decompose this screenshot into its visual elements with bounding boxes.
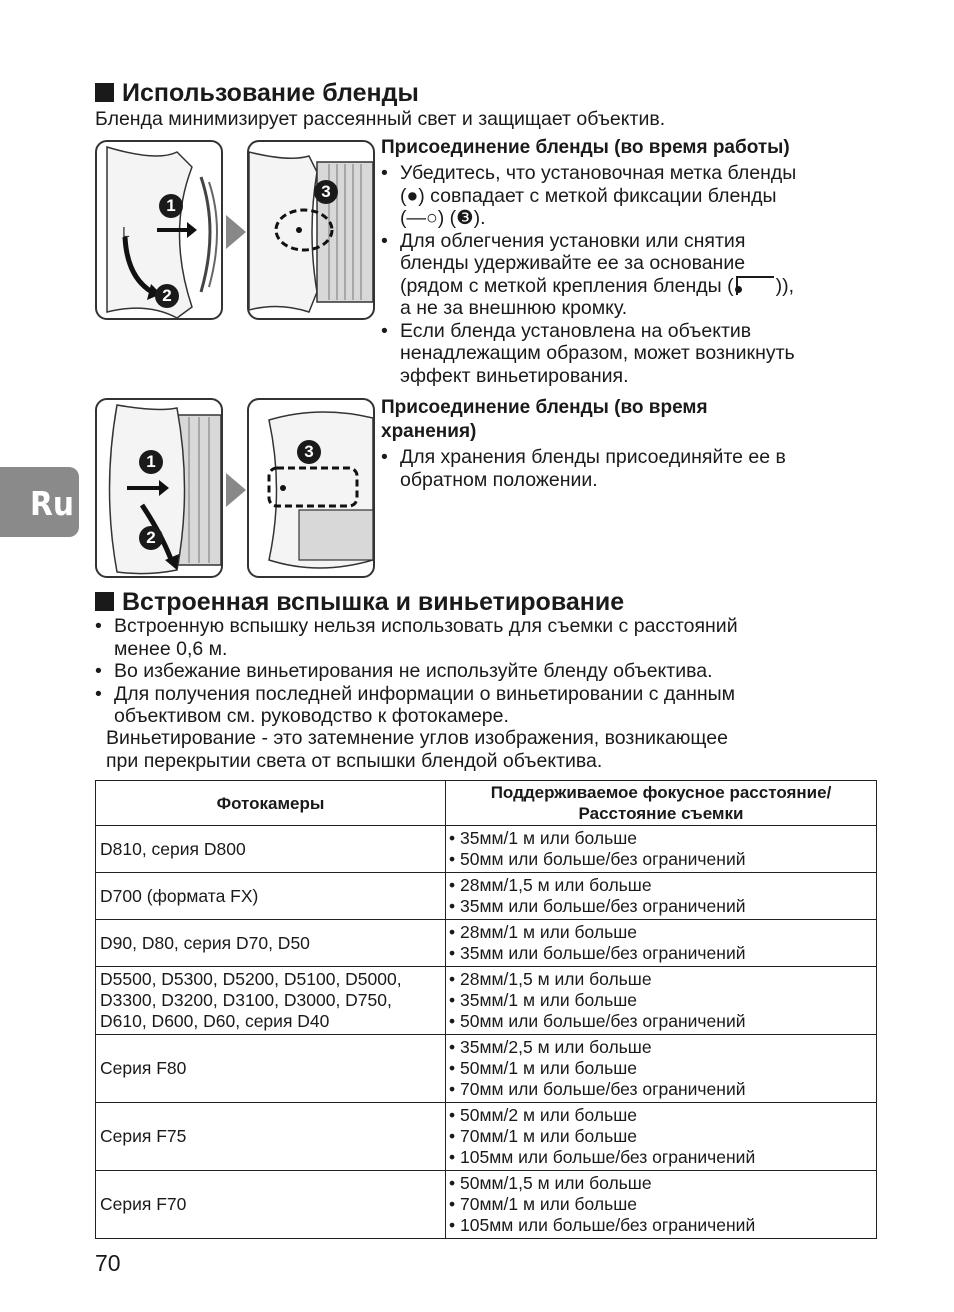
list-item: • Для облегчения установки или снятия бленды удерживайте ее за основание (рядом с меткой крепления бленды ( )), а не за внешнюю кромку. [381,230,881,320]
language-tab: Ru [0,467,79,537]
camera-cell [96,920,446,967]
callout-2-icon: 2 [155,284,179,308]
camera-line: D700 (формата FX) [100,885,259,906]
range-item: • 105мм или больше/без ограничений [449,1215,873,1236]
callout-3-icon: 3 [314,180,338,204]
camera-cell [96,1103,446,1171]
next-step-arrow-icon [226,473,246,507]
camera-cell [96,967,446,1035]
list-item: • Для получения последней информации о виньетировании с данным объективом см. руководство к фотокамере. [95,683,895,728]
hood-attach-illustration-1 [95,140,223,320]
header-camera: Фотокамеры [96,781,446,826]
section-title-flash-vignetting: Встроенная вспышка и виньетирование [95,587,624,617]
working-attach-list [381,162,881,387]
list-item: • Встроенную вспышку нельзя использовать для съемки с расстояний менее 0,6 м. [95,615,895,660]
hood-storage-illustration-2 [247,398,375,578]
range-item: • 70мм/1 м или больше [449,1126,873,1147]
range-item: • 35мм или больше/без ограничений [449,896,873,917]
callout-1-icon: 1 [139,450,163,474]
vignetting-definition: Виньетирование - это затемнение углов изображения, возникающее при перекрытии света от вспышки блендой объектива. [106,727,728,772]
flash-vignetting-list [95,615,895,728]
camera-line: D810, серия D800 [100,838,246,859]
storage-attach-heading: Присоединение бленды (во время хранения) [381,397,708,442]
camera-line: Серия F80 [100,1058,187,1078]
table-row [96,1035,877,1103]
working-attach-heading: Присоединение бленды (во время работы) [381,137,790,158]
section-title-lens-hood: Использование бленды [95,78,419,108]
range-item: • 105мм или больше/без ограничений [449,1147,873,1168]
callout-3-icon: 3 [297,440,321,464]
hood-attach-illustration-2 [247,140,375,320]
list-item: • Для хранения бленды присоединяйте ее в обратном положении. [381,446,881,491]
camera-line: Серия F75 [100,1126,187,1146]
range-item: • 28мм/1 м или больше [449,922,873,943]
hood-mount-mark-icon [736,276,774,295]
range-cell [446,1035,877,1103]
square-bullet-icon [95,83,114,102]
range-cell [446,967,877,1035]
range-item: • 50мм/1 м или больше [449,1058,873,1079]
range-cell [446,920,877,967]
camera-line: Серия F70 [100,1194,187,1214]
callout-1-icon: 1 [159,194,183,218]
table-row [96,967,877,1035]
camera-cell [96,1035,446,1103]
callout-2-icon: 2 [139,526,163,550]
table-row [96,920,877,967]
storage-attach-list [381,446,881,491]
camera-cell [96,873,446,920]
hood-storage-illustration-1 [95,398,223,578]
hood-stored-drawing [249,400,373,576]
table-row [96,826,877,873]
camera-cell [96,826,446,873]
camera-line: D3300, D3200, D3100, D3000, D750, [100,990,392,1010]
camera-line: D90, D80, серия D70, D50 [100,932,310,953]
square-bullet-icon [95,592,114,611]
camera-cell [96,1171,446,1239]
range-item: • 70мм/1 м или больше [449,1194,873,1215]
range-item: • 70мм или больше/без ограничений [449,1079,873,1100]
range-item: • 35мм/2,5 м или больше [449,1037,873,1058]
lens-hood-intro: Бленда минимизирует рассеянный свет и защищает объектив. [95,108,666,130]
range-item: • 35мм или больше/без ограничений [449,943,873,964]
range-item: • 50мм/1,5 м или больше [449,1173,873,1194]
range-item: • 28мм/1,5 м или больше [449,875,873,896]
svg-text:L: L [122,226,130,241]
table-row [96,873,877,920]
table-row [96,1103,877,1171]
range-cell [446,826,877,873]
hood-aligned-drawing [249,142,373,318]
range-cell [446,873,877,920]
list-item: • Во избежание виньетирования не используйте бленду объектива. [95,660,895,683]
range-item: • 50мм или больше/без ограничений [449,849,873,870]
range-item: • 50мм или больше/без ограничений [449,1011,873,1032]
camera-line: D5500, D5300, D5200, D5100, D5000, [100,969,402,989]
table-row [96,1171,877,1239]
range-item: • 35мм/1 м или больше [449,828,873,849]
header-range: Поддерживаемое фокусное расстояние/ Расстояние съемки [446,781,877,826]
next-step-arrow-icon [226,215,246,249]
list-item: • Если бленда установлена на объектив ненадлежащим образом, может возникнуть эффект виньетирования. [381,320,881,388]
range-item: • 50мм/2 м или больше [449,1105,873,1126]
range-cell [446,1103,877,1171]
range-cell [446,1171,877,1239]
hood-reverse-drawing [97,400,221,576]
range-item: • 35мм/1 м или больше [449,990,873,1011]
list-item: • Убедитесь, что установочная метка бленды (●) совпадает с меткой фиксации бленды (—○) (❸). [381,162,881,230]
camera-compatibility-table [95,780,877,1239]
range-item: • 28мм/1,5 м или больше [449,969,873,990]
table-header-row [96,781,877,826]
camera-line: D610, D600, D60, серия D40 [100,1011,330,1031]
page-number: 70 [95,1250,121,1276]
